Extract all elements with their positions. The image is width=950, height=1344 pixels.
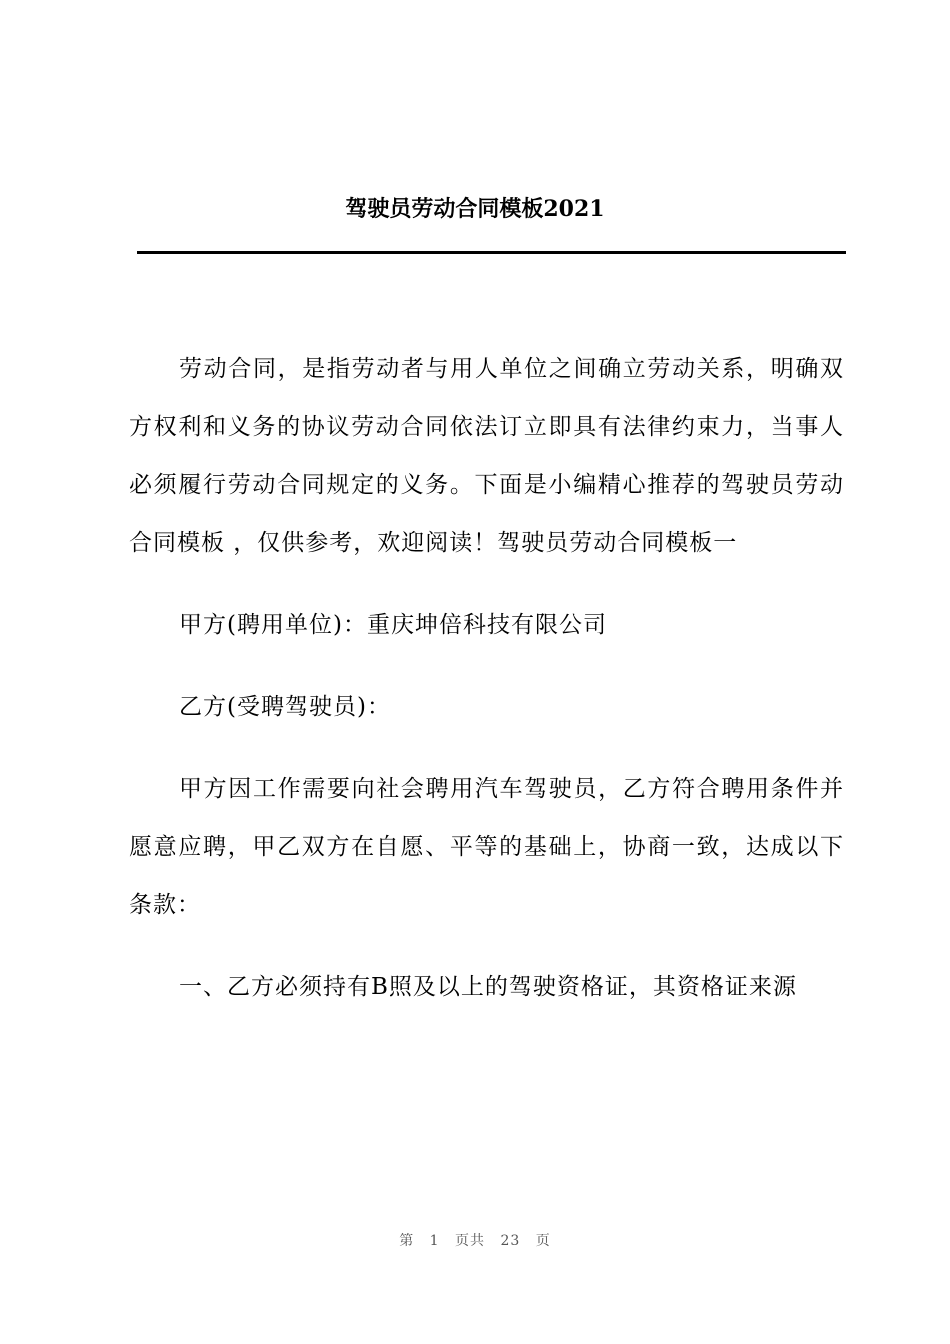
paragraph-party-a: 甲方(聘用单位)：重庆坤倍科技有限公司 (179, 612, 607, 638)
title-divider (137, 251, 846, 254)
paragraph-intro: 劳动合同，是指劳动者与用人单位之间确立劳动关系，明确双方权利和义务的协议劳动合同依法订立即具有法律约束力，当事人必须履行劳动合同规定的义务。下面是小编精心推荐的驾驶员劳动合同模板 ，仅供参考，欢迎阅读！驾驶员劳动合同模板一 (129, 356, 844, 556)
page-number-footer: 第 1 页共 23 页 (399, 1233, 551, 1249)
paragraph-clause-1: 一、乙方必须持有B照及以上的驾驶资格证，其资格证来源 (179, 974, 797, 1000)
document-title: 驾驶员劳动合同模板2021 (345, 196, 605, 222)
paragraph-agreement: 甲方因工作需要向社会聘用汽车驾驶员，乙方符合聘用条件并愿意应聘，甲乙双方在自愿、平等的基础上，协商一致，达成以下条款： (129, 776, 844, 918)
paragraph-party-b: 乙方(受聘驾驶员)： (179, 694, 391, 720)
document-body (129, 340, 844, 1016)
